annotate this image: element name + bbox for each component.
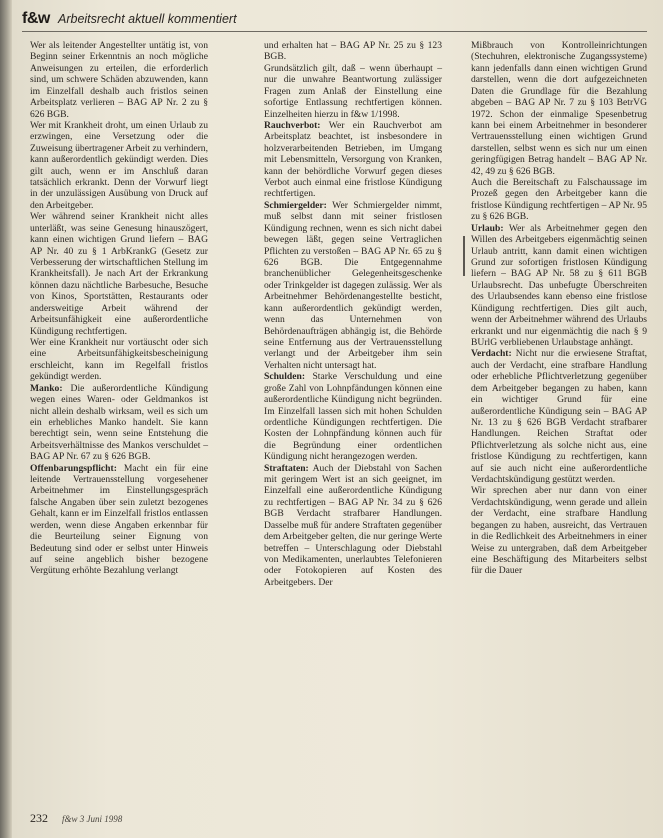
paragraph	[30, 40, 208, 120]
paragraph-text: Wer als leitender Angestellter untätig ist, von Beginn seiner Erkenntnis an noch mögliche Anweisungen zu erteilen, die erforderlich sind, um schwere Schäden abzuwenden, kann im Einzelfall deshalb auch fristlos seinen Arbeitsplatz verlieren – BAG AP Nr. 2 zu § 626 BGB.	[30, 40, 208, 120]
paragraph-heading: Urlaub:	[471, 222, 504, 234]
header-rule	[22, 31, 647, 32]
text-column-2	[264, 40, 442, 588]
paragraph	[264, 200, 442, 371]
paragraph-text: Wer als Arbeitnehmer gegen den Willen des Arbeitgebers eigenmächtig seinen Urlaub antritt, kann damit einen wichtigen Grund zur sofortigen fristlosen Kündigung liefern – BAG AP Nr. 58 zu § 611 BGB Urlaubsrecht. Das unbefugte Überschreiten des Urlaubsendes kann ebenso eine fristlose Kündigung rechtfertigen. Dies gilt auch, wenn der Arbeitnehmer während des Urlaubs erkrankt und nur eigenmächtig die nach § 9 BUrlG verbliebenen Urlaubstage anhängt.	[471, 222, 647, 348]
paragraph	[471, 40, 647, 177]
paragraph-heading: Rauchverbot:	[264, 119, 321, 131]
page-number: 232	[30, 811, 48, 825]
paragraph-text: Die außerordentliche Kündigung wegen eines Waren- oder Geldmankos ist nicht allein deshalb wirksam, weil es sich um ein erhebliches Manko handelt. Sie kann berechtigt sein, wenn seine Entstehung die Arbeitsverhältnisse des Mankos verschuldet – BAG AP Nr. 67 zu § 626 BGB.	[30, 382, 208, 463]
paragraph	[471, 177, 647, 223]
paragraph-heading: Schulden:	[264, 371, 306, 383]
running-title: Arbeitsrecht aktuell kommentiert	[58, 12, 237, 26]
paragraph	[471, 348, 647, 485]
paragraph-text: Wer während seiner Krankheit nicht alles unterläßt, was seine Genesung hinauszögert, kann einen wichtigen Grund liefern – BAG AP Nr. 40 zu § 1 ArbKrankG (Gesetz zur Verbesserung der wirtschaftlichen Stellung im Krankheitsfall). Je nach Art der Erkrankung können dazu nächtliche Barbesuche, Besuche von Kinos, Sportstätten, Restaurants oder andersweitige Arbeit während der Arbeitsunfähigkeit eine außerordentliche Kündigung rechtfertigen.	[30, 211, 208, 337]
paragraph-heading: Manko:	[30, 382, 63, 394]
margin-mark	[463, 236, 465, 276]
running-header	[22, 8, 342, 32]
paragraph-heading: Verdacht:	[471, 348, 512, 360]
paragraph	[264, 120, 442, 200]
paragraph-text: Auch die Bereitschaft zu Falschaussage im Prozeß gegen den Arbeitgeber kann die fristlose Kündigung rechtfertigen – AP Nr. 95 zu § 626 BGB.	[471, 177, 647, 223]
paragraph-heading: Offenbarungspflicht:	[30, 462, 117, 474]
text-column-3	[471, 40, 647, 577]
paragraph	[471, 485, 647, 576]
paragraph-text: Mißbrauch von Kontrolleinrichtungen (Stechuhren, elektronische Zugangssysteme) kann jedenfalls dann einen wichtigen Grund darstellen, wenn die dort aufgezeichneten Daten die Grundlage für die Bezahlung abgeben – BAG AP Nr. 7 zu § 103 BetrVG 1972. Schon der einmalige Spesenbetrug kann bei einem Arbeitnehmer in besonderer Vertrauensstellung einen wichtigen Grund darstellen, selbst wenn es sich nur um einen geringfügigen Betrag handelt – BAG AP Nr. 42, 49 zu § 626 BGB.	[471, 40, 647, 177]
paragraph-text: Auch der Diebstahl von Sachen mit geringem Wert ist an sich geeignet, im Einzelfall eine außerordentliche Kündigung zu rechtfertigen – BAG AP Nr. 34 zu § 626 BGB Verdacht strafbarer Handlungen. Dasselbe muß für andere Straftaten gegenüber dem Arbeitgeber gelten, die nur geringe Werte betreffen – Unterschlagung oder Diebstahl von Medikamenten, unerlaubtes Telefonieren oder Fotokopieren auf Kosten des Arbeitgebers. Der	[264, 462, 442, 588]
text-column-1	[30, 40, 208, 577]
paragraph-text: Nicht nur die erwiesene Straftat, auch der Verdacht, eine strafbare Handlung oder erhebliche Pflichtverletzung gegenüber dem Arbeitgeber begangen zu haben, kann ein wichtiger Grund für eine außerordentliche Kündigung sein – BAG AP Nr. 13 zu § 626 BGB Verdacht strafbarer Handlungen. Reichen Straftat oder Pflichtverletzung als solche nicht aus, eine fristlose Kündigung zu rechtfertigen, kann auf sie auch nicht eine außerordentliche Verdachtskündigung gestützt werden.	[471, 348, 648, 486]
paragraph	[471, 223, 647, 349]
paragraph	[264, 371, 442, 462]
paragraph-heading: Straftaten:	[264, 462, 309, 474]
issue-reference: f&w 3 Juni 1998	[62, 814, 123, 824]
paragraph	[264, 40, 442, 63]
paragraph-text: Starke Verschuldung und eine große Zahl von Lohnpfändungen können eine außerordentliche Kündigung nicht begründen. Im Einzelfall lassen sich mit hohen Schulden ordentliche Kündigungen rechtfertigen. Die Kosten der Lohnpfändung können auch für die Begründung einer ordentlichen Kündigung nicht herangezogen werden.	[264, 371, 442, 463]
paragraph-text: und erhalten hat – BAG AP Nr. 25 zu § 123 BGB.	[264, 40, 442, 63]
paragraph	[30, 211, 208, 337]
paragraph	[264, 463, 442, 589]
paragraph-text: Grundsätzlich gilt, daß – wenn überhaupt – nur die unwahre Beantwortung zulässiger Fragen zum Anlaß der Einstellung eine sofortige Entlassung rechtfertigen können. Einzelheiten hierzu in f&w 1/1998.	[264, 62, 442, 120]
paragraph-text: Wer Schmiergelder nimmt, muß selbst dann mit seiner fristlosen Kündigung rechnen, wenn es sich nicht dabei bewegen läßt, gegen seine Vertraglichen Pflichten zu verstoßen – BAG AP Nr. 65 zu § 626 BGB. Die Entgegennahme branchenüblicher Gelegenheitsgeschenke oder Trinkgelder ist dagegen zulässig. Wer als Arbeitnehmer Behördenangestellte besticht, kann außerordentlich gekündigt werden, wenn das Unternehmen von Behördenaufträgen abhängig ist, die Behörde seine Entfernung aus der Vertrauensstellung verlangt und der Arbeitgeber ihm sein Verhalten nicht untersagt hat.	[264, 199, 442, 371]
book-spine-shadow	[0, 0, 12, 838]
paragraph-text: Wir sprechen aber nur dann von einer Verdachtskündigung, wenn gerade und allein der Verdacht, eine strafbare Handlung begangen zu haben, ausreicht, das Vertrauen in die Redlichkeit des Arbeitnehmers in einer Weise zu untergraben, daß dem Arbeitgeber eine Beschäftigung des Mitarbeiters selbst für die Dauer	[471, 485, 647, 577]
paragraph	[30, 463, 208, 577]
paragraph-text: Wer ein Rauchverbot am Arbeitsplatz beachtet, ist insbesondere in holzverarbeitenden Betrieben, im Umgang mit Lebensmitteln, Versorgung von Kranken, kann der behördliche Vorwurf gegen dieses Verbot auch einmal eine fristlose Kündigung rechtfertigen.	[264, 119, 442, 200]
page-footer	[30, 809, 122, 823]
paragraph	[264, 63, 442, 120]
paragraph	[30, 383, 208, 463]
paragraph-text: Wer mit Krankheit droht, um einen Urlaub zu erzwingen, eine Versetzung oder die Zuweisung übertragener Arbeit zu verhindern, kann außerordentlich gekündigt werden. Dies gilt auch, wenn er im Anschluß daran tatsächlich erkrankt. Denn der Vorwurf liegt in der unzulässigen Ausübung von Druck auf den Arbeitgeber.	[30, 119, 208, 211]
paragraph-heading: Schmiergelder:	[264, 199, 327, 211]
paragraph	[30, 337, 208, 383]
paragraph-text: Macht ein für eine leitende Vertrauensstellung vorgesehener Arbeitnehmer im Einstellungsgespräch falsche Angaben über sein zuletzt bezogenes Gehalt, kann er im Einzelfall fristlos entlassen werden, wenn diese Angaben erkennbar für die Beurteilung seiner Eignung von Bedeutung sind oder er selbst unter Hinweis auf seine angeblich bisher bezogene Vergütung erhöhte Bezahlung verlangt	[30, 462, 209, 577]
paragraph-text: Wer eine Krankheit nur vortäuscht oder sich eine Arbeitsunfähigkeitsbescheinigung erschleicht, kann im Regelfall fristlos gekündigt werden.	[30, 336, 208, 383]
magazine-logo: f&w	[22, 10, 50, 27]
paragraph	[30, 120, 208, 211]
